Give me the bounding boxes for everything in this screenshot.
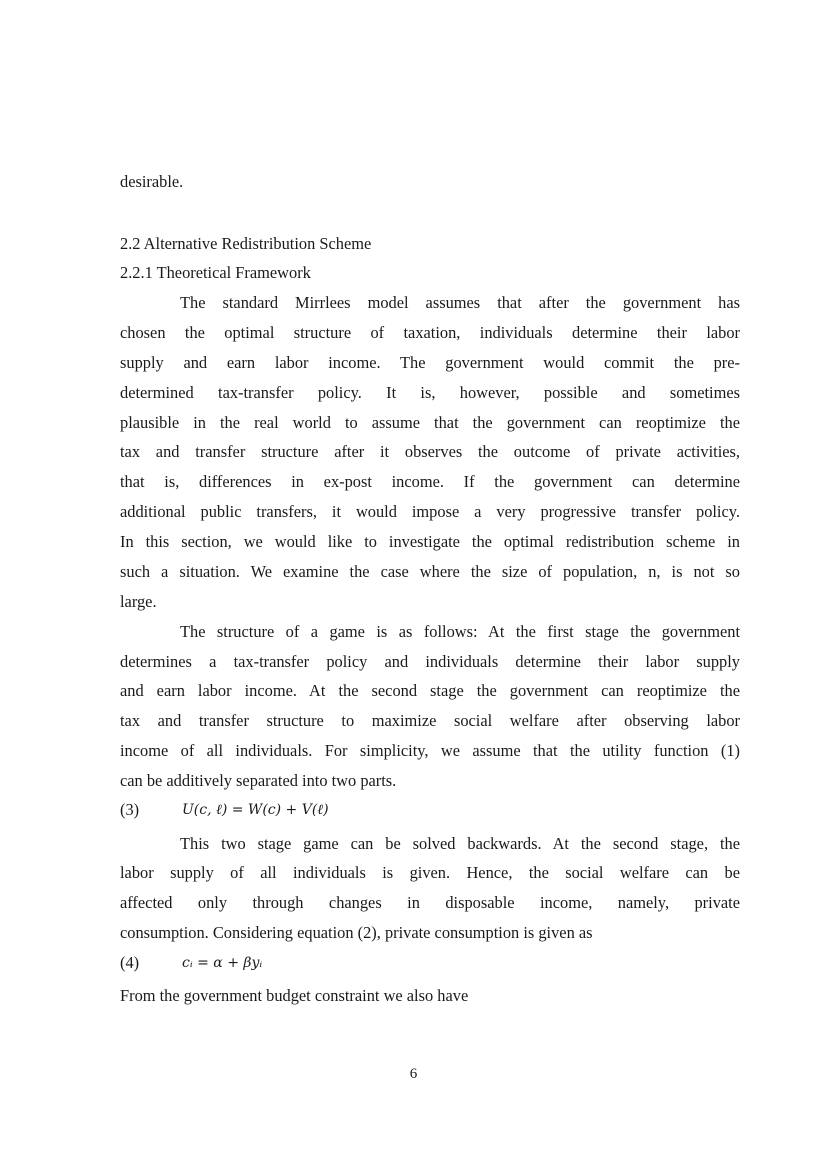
paragraph-line: additional public transfers, it would impose a very progressive transfer policy. xyxy=(120,502,740,521)
equation-4 xyxy=(182,953,262,973)
closing-line: From the government budget constraint we also have xyxy=(120,986,469,1005)
paragraph-line: labor supply of all individuals is given. Hence, the social welfare can be xyxy=(120,863,740,882)
paragraph-line: The structure of a game is as follows: At the first stage the government xyxy=(180,622,740,641)
paragraph-line: affected only through changes in disposable income, namely, private xyxy=(120,893,740,912)
equation-3-text: U(c, ℓ) = W(c) + V(ℓ) xyxy=(182,802,329,818)
paragraph-line: chosen the optimal structure of taxation, individuals determine their labor xyxy=(120,323,740,342)
paragraph-line: plausible in the real world to assume that the government can reoptimize the xyxy=(120,413,740,432)
paragraph-line: The standard Mirrlees model assumes that after the government has xyxy=(180,293,740,312)
paragraph-line: consumption. Considering equation (2), private consumption is given as xyxy=(120,923,593,942)
paragraph-line: tax and transfer structure after it observes the outcome of private activities, xyxy=(120,442,740,461)
equation-3-number: (3) xyxy=(120,800,140,819)
paragraph-line: determines a tax-transfer policy and individuals determine their labor supply xyxy=(120,652,740,671)
lead-line: desirable. xyxy=(120,172,184,191)
paragraph-line: can be additively separated into two parts. xyxy=(120,771,397,790)
page-number: 6 xyxy=(409,1066,418,1082)
paragraph-line: such a situation. We examine the case where the size of population, n, is not so xyxy=(120,562,740,581)
section-heading: 2.2 Alternative Redistribution Scheme xyxy=(120,234,372,253)
paragraph-line: and earn labor income. At the second stage the government can reoptimize the xyxy=(120,681,740,700)
subsection-heading: 2.2.1 Theoretical Framework xyxy=(120,263,311,282)
paragraph-line: determined tax-transfer policy. It is, however, possible and sometimes xyxy=(120,383,740,402)
paragraph-line: large. xyxy=(120,592,157,611)
paragraph-line: income of all individuals. For simplicity, we assume that the utility function (1) xyxy=(120,741,740,760)
equation-3 xyxy=(182,800,329,820)
equation-4-text: cᵢ = α + βyᵢ xyxy=(182,955,263,971)
paragraph-line: that is, differences in ex-post income. If the government can determine xyxy=(120,472,740,491)
paragraph-line: tax and transfer structure to maximize social welfare after observing labor xyxy=(120,711,740,730)
equation-4-number: (4) xyxy=(120,953,140,972)
paragraph-line: In this section, we would like to investigate the optimal redistribution scheme in xyxy=(120,532,740,551)
paragraph-line: This two stage game can be solved backwards. At the second stage, the xyxy=(180,834,740,853)
paragraph-line: supply and earn labor income. The government would commit the pre- xyxy=(120,353,740,372)
